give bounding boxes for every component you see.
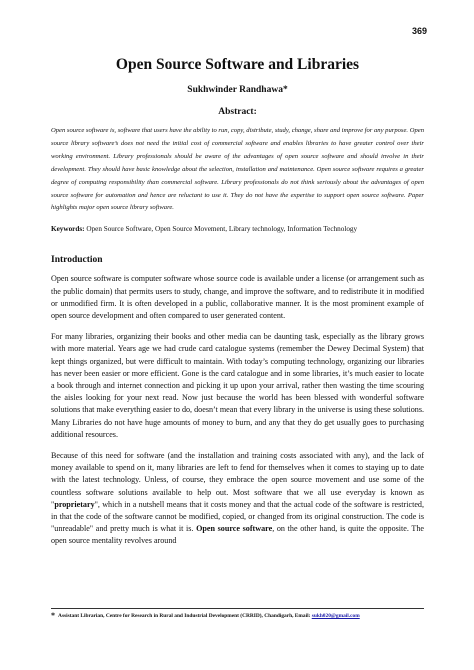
introduction-paragraph-3 xyxy=(51,450,424,548)
footnote-text: Assistant Librarian, Centre for Research in Rural and Industrial Development (CRRID), Chandigarh, Email: xyxy=(57,613,312,619)
paragraph-text: , on the other hand, is quite the opposite. The open source mentality revolves around xyxy=(51,524,424,546)
abstract-text: Open source software is, software that users have the ability to run, copy, distribute, study, change, share and improve for any purpose. Open source library software’s does not need the initial cost of commercial software and enables libraries to have greater control over their working environment. Library professionals should be aware of the advantages of open source software and should involve in their development. They should have basic knowledge about the selection, installation and maintenance. Open source software requires a greater degree of computing responsibility than commercial software. Library professionals do not think seriously about the advantages of open source software for automation and hence are reluctant to use it. They do not have the expertise to support open source software. Paper highlights major open source library software. xyxy=(51,127,424,212)
page-number: 369 xyxy=(411,26,427,36)
footnote-divider xyxy=(51,608,424,609)
bold-term-open-source-software: Open source software xyxy=(196,524,273,534)
introduction-paragraph-1: Open source software is computer software whose source code is available under a license (or arrangement such as the public domain) that permits users to study, change, and improve the software, and to redistribute it in modified or unmodified firm. It is often developed in a public, collaborative manner. It is the most prominent example of open source development and often compared to user generated content. xyxy=(51,274,424,320)
bold-term-proprietary: proprietary xyxy=(54,499,95,509)
paragraph-text: ", which in a nutshell means that it costs money and that the actual code of the software is restricted, in that the code of the software cannot be modified, copied, or changed from its original construction. The code is "unreadable" and pretty much is what it is. xyxy=(51,499,424,534)
footnote xyxy=(51,612,431,620)
footnote-email-link[interactable]: sukh020@gmail.com xyxy=(311,613,360,619)
keywords-label: Keywords: xyxy=(51,225,85,234)
paper-title: Open Source Software and Libraries xyxy=(115,56,360,73)
keywords xyxy=(51,224,424,235)
footnote-marker: * xyxy=(51,611,55,620)
introduction-heading: Introduction xyxy=(51,255,103,266)
abstract-heading: Abstract: xyxy=(218,107,257,117)
keywords-text: Open Source Software, Open Source Movement, Library technology, Information Technology xyxy=(84,225,358,234)
introduction-paragraph-2: For many libraries, organizing their books and other media can be daunting task, especially as the library grows with more material. Years age we had crude card catalogue systems (remember the Dewey Decimal System) that kept things organized, but were difficult to maintain. With today’s computing technology, organizing our libraries has never been easier or more efficient. Gone is the card catalogue and in some libraries, it’s much easier to locate a book through and internet connection and picking it up upon your arrival, rather then wasting the time scouring the aisles looking for your next read. Now just because the world has been blessed with wonderful software solutions that make everything easier to do, doesn’t mean that every library in the universe is using these solutions. Many Libraries do not have huge amounts of money to burn, and any that they do get usually goes to purchasing additional resources. xyxy=(51,332,424,439)
author-name: Sukhwinder Randhawa* xyxy=(187,85,288,95)
paragraph-text: Because of this need for software (and the installation and training costs associated with any), and the lack of money available to spend on it, many libraries are left to fend for themselves when it comes to staying up to date with the latest technology. Unless, of course, they embrace the open source movement and use some of the countless software solutions available to help out. Most software that we all use everyday is known as " xyxy=(51,450,424,509)
article-body xyxy=(51,55,424,548)
